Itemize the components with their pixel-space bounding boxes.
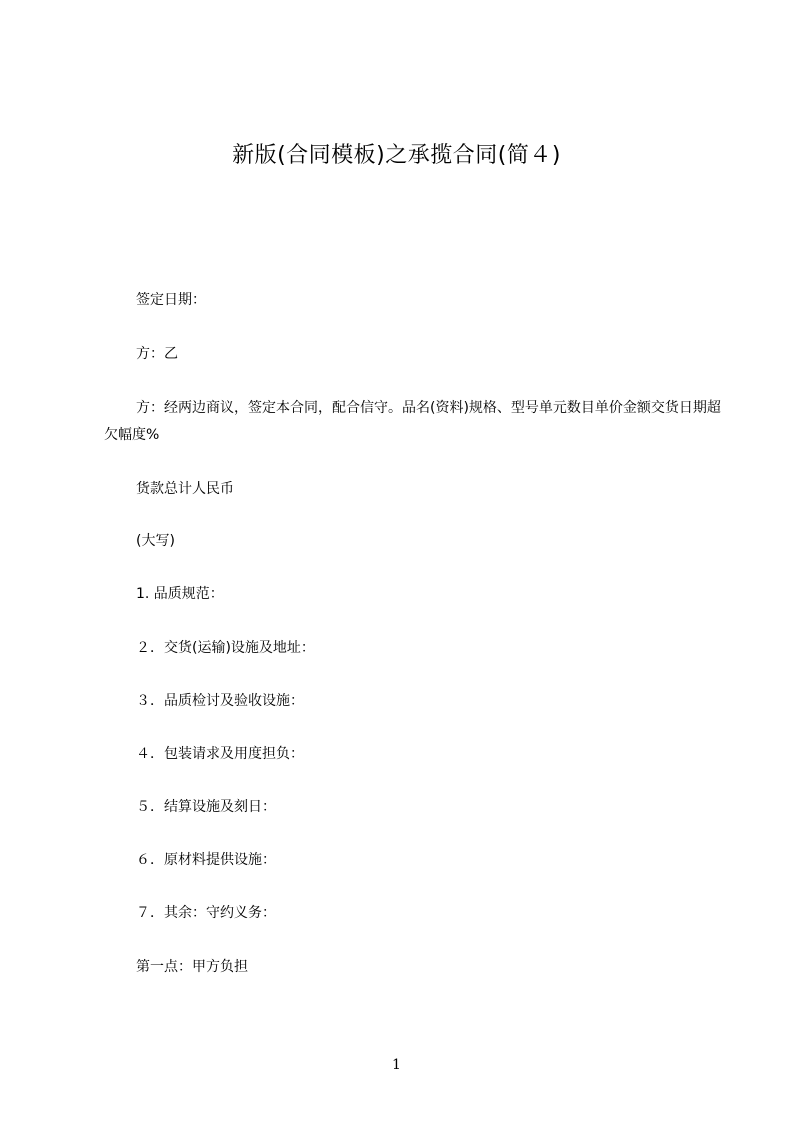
party-line: 方：乙 <box>136 346 178 362</box>
party-a-duty: 第一点：甲方负担 <box>136 959 248 975</box>
clause-settlement-method: ５．结算设施及刻日： <box>136 799 276 815</box>
document-title: 新版(合同模板)之承揽合同(简４) <box>232 143 561 168</box>
signing-date-label: 签定日期： <box>136 292 206 308</box>
clause-inspection-method: ３．品质检讨及验收设施： <box>136 693 304 709</box>
clause-other-liability: ７．其余：守约义务： <box>136 905 276 921</box>
page-number: 1 <box>392 1057 401 1073</box>
intro-paragraph: 方：经两边商议，签定本合同，配合信守。品名(资料)规格、型号单元数目单价金额交货日期超欠幅度% <box>104 400 721 443</box>
capital-amount-label: (大写) <box>136 533 175 549</box>
clause-raw-material-supply: ６．原材料提供设施： <box>136 852 276 868</box>
clause-packaging-cost: ４．包装请求及用度担负： <box>136 746 304 762</box>
clause-delivery-method: ２．交货(运输)设施及地址： <box>136 640 315 656</box>
clause-quality-standard: 1. 品质规范： <box>136 586 224 602</box>
total-amount-label: 货款总计人民币 <box>136 481 234 497</box>
